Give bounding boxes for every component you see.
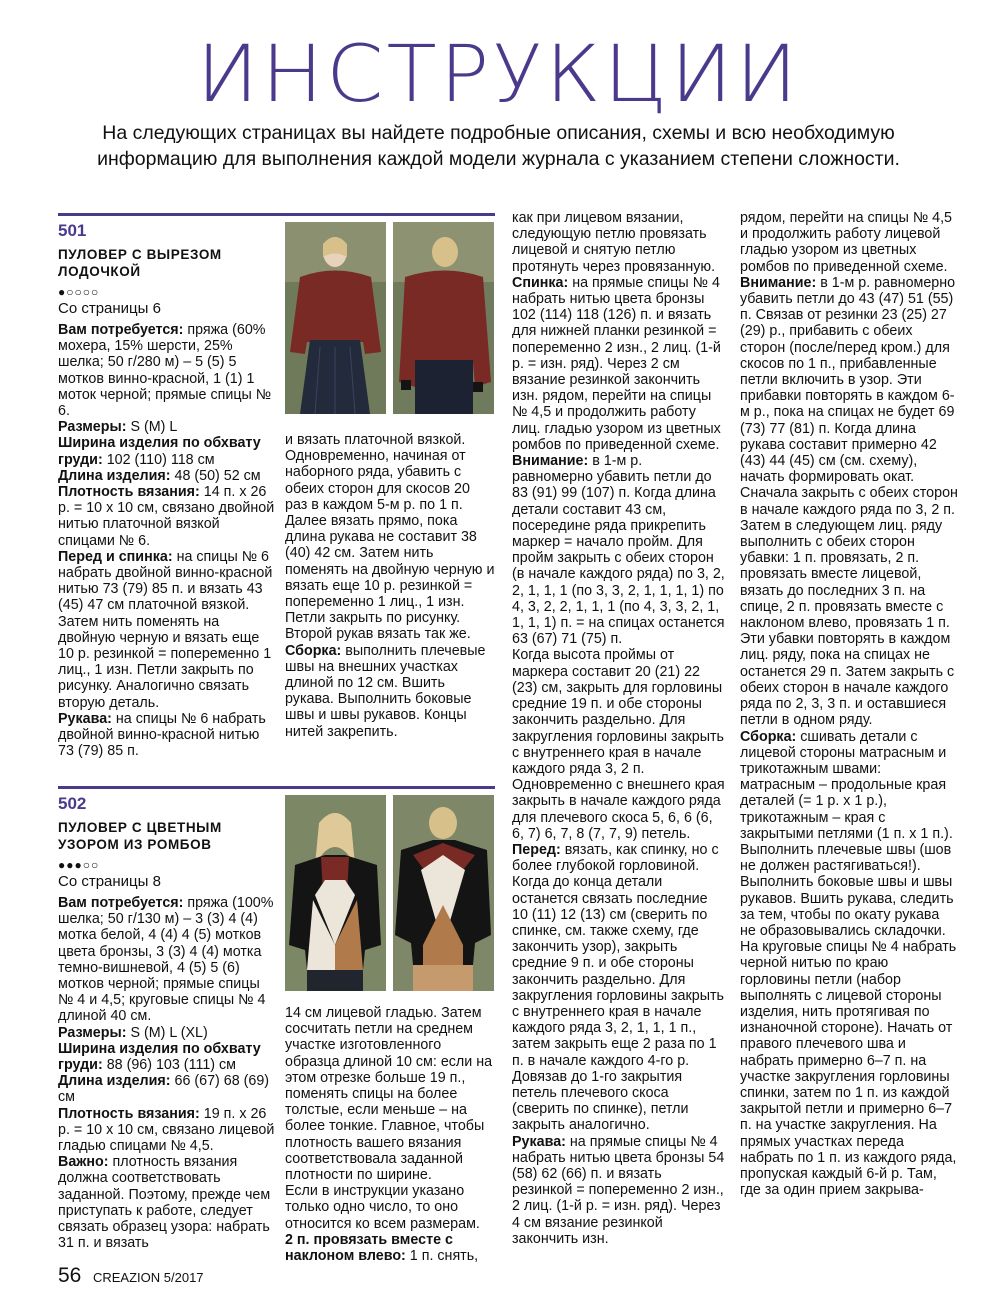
paragraph-label: Вам потребуется:	[58, 895, 184, 911]
section-rule-501	[58, 213, 495, 216]
instruction-text	[740, 210, 958, 1198]
paragraph-label: Плотность вязания:	[58, 484, 200, 501]
paragraph-text: пряжа (100% шелка; 50 г/130 м) – 3 (3) 4 (4) мотка белой, 4 (4) 4 (5) мотков цвета бронзы, 3 (3) 4 (4) мотка темно-вишневой, 4 (5) 5 (6) мотков черной; прямые спицы № 4 и 4,5; круговые спицы № 4 длиной 40 см.	[58, 895, 274, 1025]
page-title: ИНСТРУКЦИИ	[196, 30, 801, 120]
paragraph-label: Размеры:	[58, 1024, 127, 1041]
model-502-column-1	[58, 793, 276, 1251]
model-501-photo-front	[285, 222, 386, 414]
paragraph-text: 1 п. снять,	[405, 1248, 479, 1265]
instruction-paragraph	[58, 1106, 276, 1155]
instruction-text	[512, 210, 726, 1247]
model-502-column-4	[740, 210, 958, 1198]
instruction-paragraph	[512, 275, 726, 453]
instruction-paragraph	[285, 1232, 495, 1264]
intro-text: На следующих страницах вы найдете подробные описания, схемы и всю необходимую информацию для выполнения каждой модели журнала с указанием степени сложности.	[97, 122, 900, 170]
paragraph-text: 48 (50) 52 см	[170, 467, 261, 484]
page-footer	[58, 1264, 204, 1288]
paragraph-text: в 1-м р. равномерно убавить петли до 83 (91) 99 (107) п. Когда длина детали составит 43 см, посередине ряда прикрепить маркер = начало пройм. Для пройм закрыть с обеих сторон (в начале каждого ряда) по 3, 2, 2, 1, 1, 1 (по 3, 3, 2, 1, 1, 1, 1) по 4, 3, 2, 2, 1, 1, 1 (по 4, 3, 3, 2, 1, 1, 1, 1) п. = на спицах останется 63 (67) 71 (75) п.	[512, 453, 725, 648]
instruction-paragraph	[512, 1134, 726, 1247]
paragraph-text: на прямые спицы № 4 набрать нитью цвета бронзы 54 (58) 62 (66) п. и вязать резинкой = попеременно 2 изн., 2 лиц. (1-й р. = изн. ряд). Через 4 см вязание резинкой закончить изн.	[512, 1133, 725, 1247]
model-502-column-3	[512, 210, 726, 1247]
paragraph-label: Размеры:	[58, 419, 127, 436]
paragraph-text: плотность вязания должна соответствовать заданной. Поэтому, прежде чем приступать к работе, следует связать образец узора: набрать 31 п. и вязать	[58, 1154, 271, 1252]
model-number: 502	[58, 794, 87, 813]
paragraph-text: 88 (96) 103 (111) см	[102, 1057, 237, 1074]
paragraph-label: Сборка:	[740, 728, 797, 745]
paragraph-text: 19 п. х 26 р. = 10 х 10 см, связано лицевой гладью спицами № 4,5.	[58, 1105, 275, 1155]
paragraph-label: Перед:	[512, 841, 561, 858]
paragraph-text: 102 (110) 118 см	[102, 451, 215, 468]
paragraph-label: Ширина изделия по обхвату груди:	[58, 1040, 261, 1074]
model-title: ПУЛОВЕР С ЦВЕТНЫМ УЗОРОМ ИЗ РОМБОВ	[58, 820, 222, 852]
instruction-paragraph	[58, 419, 276, 435]
paragraph-text: 14 см лицевой гладью. Затем сосчитать петли на среднем участке изготовленного образца длиной 10 см: если на этом отрезке больше 19 п., поменять спицы на более толстые, если меньше – на более тонкие. Главное, чтобы плотность вашего вязания соответствовала заданной плотности по ширине.	[285, 1005, 493, 1184]
paragraph-label: Внимание:	[512, 453, 589, 470]
paragraph-text: Когда высота проймы от маркера составит 20 (21) 22 (23) см, закрыть для горловины средние 19 п. и обе стороны закончить раздельно. Для закругления горловины закрыть с внутреннего края в начале каждого ряда 3, 2 п. Одновременно с внешнего края закрыть в начале каждого ряда для плечевого скоса 5, 6, 6 (6, 6, 7) 6, 7, 8 (7, 7, 9) петель.	[512, 647, 725, 842]
paragraph-text: в 1-м р. равномерно убавить петли до 43 (47) 51 (55) п. Связав от резинки 23 (25) 27 (29) р., прибавить с обеих сторон (после/перед кром.) для скосов по 1 п., прибавленные петли включить в узор. Эти прибавки повторять в каждом 6-м р., пока на спицах не будет 69 (73) 77 (81) п. Когда длина рукава составит примерно 42 (43) 44 (45) см (см. схему), начать формировать окат. Сначала закрыть с обеих сторон в начале каждого ряда по 3, 2 п. Затем в следующем лиц. ряду выполнить с обеих сторон убавки: 1 п. провязать, 2 п. провязать вместе лицевой, вязать до последних 3 п. на спице, 2 п. провязать вместе с наклоном влево, провязать 1 п. Эти убавки повторять в каждом лиц. ряду, пока на спицах не останется 29 п. Затем закрыть с обеих сторон в начале каждого ряда по 2, 3, 3 п. и оставшиеся петли в одном ряду.	[740, 274, 958, 729]
model-number: 501	[58, 221, 87, 240]
paragraph-text: 66 (67) 68 (69) см	[58, 1073, 270, 1106]
instruction-paragraph	[740, 275, 958, 729]
paragraph-label: Плотность вязания:	[58, 1105, 200, 1122]
instruction-paragraph	[285, 643, 495, 740]
instruction-paragraph	[512, 647, 726, 841]
paragraph-text: и вязать платочной вязкой. Одновременно, начиная от наборного ряда, убавить с обеих сторон для скосов 20 раз в каждом 5-м р. по 1 п.	[285, 432, 470, 513]
instruction-paragraph	[58, 895, 276, 1025]
model-502-photo-back	[393, 795, 494, 991]
instruction-paragraph	[58, 1025, 276, 1041]
instruction-paragraph	[740, 729, 958, 1199]
instruction-text	[58, 895, 276, 1251]
paragraph-label: Внимание:	[740, 274, 817, 291]
instruction-paragraph	[58, 1041, 276, 1073]
paragraph-label: Сборка:	[285, 642, 342, 659]
paragraph-text: Далее вязать прямо, пока длина рукава не составит 38 (40) 42 см. Затем нить поменять на двойную черную и вязать еще 10 р. резинкой = попеременно 1 лиц., 1 изн. Петли закрыть по рисунку. Второй рукав вязать так же.	[285, 513, 495, 643]
difficulty-rating: ●○○○○	[58, 285, 100, 299]
source-page: Со страницы 8	[58, 873, 161, 890]
paragraph-text: S (M) L (XL)	[126, 1024, 208, 1041]
instruction-text	[58, 322, 276, 759]
paragraph-text: как при лицевом вязании, следующую петлю провязать лицевой и снятую петлю протянуть через провязанную.	[512, 210, 716, 275]
page-number: 56	[58, 1264, 82, 1287]
source-page: Со страницы 6	[58, 300, 161, 317]
paragraph-text: рядом, перейти на спицы № 4,5 и продолжить работу лицевой гладью узором из цветных ромбов по приведенной схеме.	[740, 210, 953, 275]
instruction-paragraph	[58, 468, 276, 484]
instruction-paragraph	[512, 210, 726, 275]
paragraph-label: Спинка:	[512, 274, 569, 291]
instruction-text	[285, 1005, 495, 1264]
paragraph-text: вязать, как спинку, но с более глубокой горловиной. Когда до конца детали останется связать последние 10 (11) 12 (13) см (сверить по спинке, см. также схему, где закончить узор), закрыть средние 9 п. и обе стороны закончить раздельно. Для закругления горловины закрыть с внутреннего края в начале каждого ряда 3, 2, 1, 1, 1 п., затем закрыть еще 2 раза по 1 п. в начале каждого 4-го р. Довязав до 1-го закрытия петель плечевого скоса (сверить по спинке), петли закрыть аналогично.	[512, 841, 724, 1134]
paragraph-text: пряжа (60% мохера, 15% шерсти, 25% шелка; 50 г/280 м) – 5 (5) 5 мотков винно-красной, 1 (1) 1 моток черной; прямые спицы № 6.	[58, 322, 272, 420]
paragraph-label: Важно:	[58, 1154, 109, 1171]
model-502-photo-front	[285, 795, 386, 991]
instruction-paragraph	[58, 1154, 276, 1251]
paragraph-text: S (M) L	[126, 419, 178, 436]
paragraph-text: 14 п. х 26 р. = 10 х 10 см, связано двойной нитью платочной вязкой спицами № 6.	[58, 484, 275, 549]
instruction-paragraph	[285, 432, 495, 513]
difficulty-rating: ●●●○○	[58, 858, 100, 872]
paragraph-label: Рукава:	[58, 710, 112, 727]
paragraph-text: Если в инструкции указано только одно число, то оно относится ко всем размерам.	[285, 1183, 480, 1232]
paragraph-label: Длина изделия:	[58, 1073, 171, 1090]
paragraph-label: Длина изделия:	[58, 467, 171, 484]
instruction-paragraph	[285, 1005, 495, 1183]
paragraph-label: Рукава:	[512, 1133, 566, 1150]
magazine-issue: CREAZION 5/2017	[92, 1270, 204, 1285]
paragraph-label: Перед и спинка:	[58, 548, 173, 565]
instruction-paragraph	[58, 322, 276, 419]
instruction-paragraph	[58, 1073, 276, 1105]
paragraph-label: Ширина изделия по обхвату груди:	[58, 435, 261, 468]
model-title: ПУЛОВЕР С ВЫРЕЗОМ ЛОДОЧКОЙ	[58, 247, 222, 279]
instruction-paragraph	[512, 453, 726, 647]
paragraph-text: на спицы № 6 набрать двойной винно-красной нитью 73 (79) 85 п. и вязать 43 (45) 47 см платочной вязкой. Затем нить поменять на двойную черную и вязать еще 10 р. резинкой = попеременно 1 лиц., 1 изн. Петли закрыть по рисунку. Аналогично связать вторую деталь.	[58, 548, 273, 711]
paragraph-text: выполнить плечевые швы на внешних участках длиной по 12 см. Вшить рукава. Выполнить боковые швы и швы рукавов. Концы нитей закрепить.	[285, 642, 486, 740]
instruction-paragraph	[58, 711, 276, 760]
model-502-column-2	[285, 1005, 495, 1264]
instruction-paragraph	[58, 435, 276, 467]
instruction-paragraph	[285, 513, 495, 643]
paragraph-text: сшивать детали с лицевой стороны матрасным и трикотажным швами: матрасным – продольные края деталей (= 1 р. х 1 р.), трикотажным – края с закрытыми петлями (1 п. х 1 п.). Выполнить плечевые швы (шов не должен растягиваться!). Выполнить боковые швы и швы рукавов. Вшить рукава, следить за тем, чтобы по окату рукава не образовывались складочки. На круговые спицы № 4 набрать черной нитью по краю горловины петли (набор выполнять с лицевой стороны изделия, нить протягивая по изнаночной стороне). Начать от правого плечевого шва и набрать примерно 6–7 п. на участке закругления горловины спинки, затем по 1 п. из каждой закрытой петли и примерно 6–7 п. на участке закругления. На прямых участках переда набрать по 1 п. из каждого ряда, пропуская каждый 6-й р. Там, где за один прием закрыва-	[740, 728, 957, 1199]
instruction-text	[285, 432, 495, 740]
model-501-photo-back	[393, 222, 494, 414]
instruction-paragraph	[512, 842, 726, 1134]
paragraph-text: на спицы № 6 набрать двойной винно-красной нитью 73 (79) 85 п.	[58, 710, 266, 760]
model-501-column-2	[285, 432, 495, 740]
instruction-paragraph	[285, 1183, 495, 1232]
instruction-paragraph	[58, 549, 276, 711]
instruction-paragraph	[58, 484, 276, 549]
model-501-column-1	[58, 220, 276, 759]
paragraph-label: Вам потребуется:	[58, 322, 184, 338]
instruction-paragraph	[740, 210, 958, 275]
section-rule-502	[58, 786, 495, 789]
paragraph-text: на прямые спицы № 4 набрать нитью цвета бронзы 102 (114) 118 (126) п. и вязать для нижней планки резинкой = попеременно 2 изн., 2 лиц. (1-й р. = изн. ряд). Через 2 см вязание резинкой закончить изн. рядом, перейти на спицы № 4,5 и продолжить работу лиц. гладью узором из цветных ромбов по приведенной схеме.	[512, 274, 721, 453]
paragraph-label: 2 п. провязать вместе с наклоном влево:	[285, 1231, 453, 1265]
